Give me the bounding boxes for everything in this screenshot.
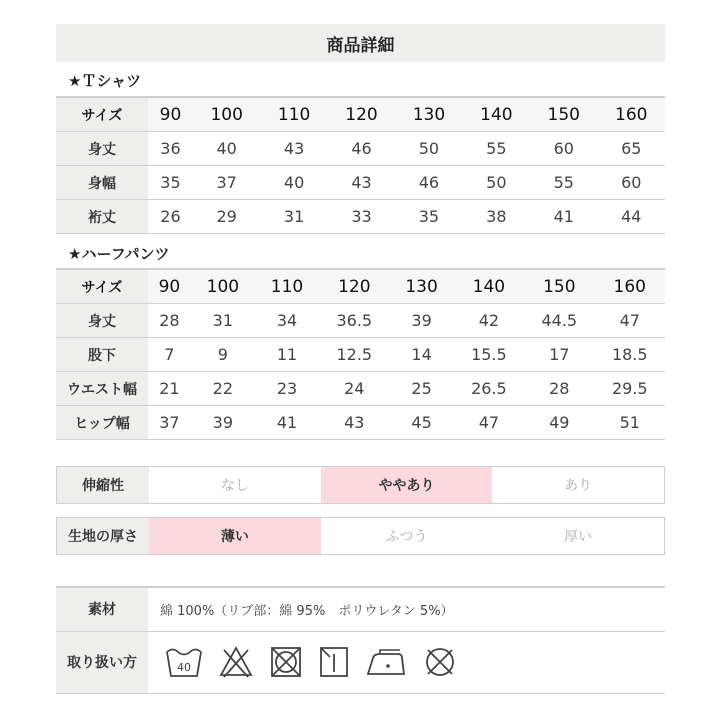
size-header-cell: 140 [463,97,530,132]
size-header-cell: 160 [597,97,665,132]
table-cell: 17 [549,345,570,364]
table-cell: 26.5 [471,379,507,398]
table-cell: 46 [418,173,440,192]
table-cell: 28 [549,379,570,398]
wash-40-icon [164,644,204,680]
low-iron-icon [364,644,408,680]
table-cell: 15.5 [471,345,507,364]
table-cell: 50 [486,173,507,192]
table-cell: 45 [411,413,432,432]
no-bleach-icon [218,644,254,680]
table-cell: 39 [212,413,234,432]
table-cell: 28 [159,311,180,330]
size-header-cell: 90 [148,269,191,304]
table-cell: 21 [159,379,180,398]
thickness-option-normal: ふつう [385,529,428,545]
stretch-scale [56,466,665,504]
table-cell: 55 [553,173,574,192]
table-cell: 40 [283,173,305,192]
care-icons [160,644,665,680]
row-label: サイズ [56,269,148,304]
row-label: 身丈 [56,304,148,338]
table-cell: 14 [411,345,432,364]
row-label: サイズ [56,97,148,132]
table-cell: 22 [212,379,234,398]
table-cell: 34 [276,311,298,330]
thickness-option-thin: 薄い [149,518,321,554]
table-cell: 7 [164,345,175,364]
row-label: 身丈 [56,132,148,166]
table-cell: 51 [619,413,640,432]
page-title: 商品詳細 [56,24,665,62]
stretch-option-yes: あり [564,478,593,494]
stretch-label: 伸縮性 [57,467,149,503]
table-cell: 49 [549,413,570,432]
table-cell: 36.5 [336,311,373,330]
table-row [56,338,665,372]
no-tumble-dry-icon [268,644,304,680]
row-label: 身幅 [56,166,148,200]
row-label: 股下 [56,338,148,372]
table-cell: 39 [411,311,432,330]
table-cell: 31 [283,207,305,226]
size-header-cell: 120 [319,269,389,304]
table-cell: 47 [478,413,500,432]
stretch-option-none: なし [220,478,249,494]
care-label: 取り扱い方 [56,631,148,693]
table-cell: 37 [216,173,237,192]
size-header-cell: 160 [595,269,665,304]
table-cell: 26 [160,207,181,226]
row-label: ヒップ幅 [56,406,148,440]
table-cell: 42 [478,311,500,330]
table-cell: 50 [418,139,440,158]
table-cell: 40 [216,139,237,158]
pants-size-table [56,268,665,440]
size-header-cell: 110 [255,269,319,304]
table-cell: 55 [486,139,507,158]
table-cell: 33 [351,207,372,226]
size-header-cell: 150 [524,269,594,304]
table-cell: 9 [217,345,228,364]
table-cell: 29 [216,207,237,226]
table-cell: 44 [621,207,642,226]
table-row [56,406,665,440]
table-cell: 43 [351,173,372,192]
table-cell: 18.5 [611,345,648,364]
table-cell: 60 [553,139,574,158]
size-header-cell: 90 [148,97,193,132]
thickness-scale [56,517,665,555]
size-header-cell: 120 [328,97,395,132]
table-cell: 35 [160,173,181,192]
table-cell: 47 [619,311,640,330]
table-cell: 43 [344,413,365,432]
table-row [56,304,665,338]
line-dry-shade-icon [318,644,350,680]
row-label: ウエスト幅 [56,372,148,406]
table-cell: 60 [621,173,642,192]
thickness-label: 生地の厚さ [57,518,149,554]
table-cell: 46 [351,139,372,158]
table-cell: 23 [276,379,298,398]
size-header-cell: 130 [395,97,462,132]
table-cell: 65 [621,139,642,158]
pants-section-label: ★ハーフパンツ [68,245,170,263]
row-label: 裄丈 [56,200,148,234]
tshirt-size-table [56,96,665,234]
table-cell: 37 [159,413,180,432]
table-cell: 44.5 [541,311,578,330]
table-row [56,200,665,234]
size-header-row [56,269,665,304]
material-care-table [56,586,665,694]
size-header-row [56,97,665,132]
table-cell: 41 [553,207,574,226]
size-header-cell: 100 [191,269,255,304]
size-header-cell: 100 [193,97,260,132]
table-cell: 38 [486,207,507,226]
table-cell: 11 [276,345,298,364]
table-cell: 43 [283,139,305,158]
table-cell: 41 [276,413,298,432]
table-row [56,166,665,200]
size-header-cell: 130 [390,269,454,304]
stretch-option-some: ややあり [321,467,493,503]
table-cell: 31 [212,311,234,330]
material-value: 綿 100%（リブ部：綿 95% ポリウレタン 5%） [160,603,454,619]
tshirt-section-label: ★Ｔシャツ [68,72,142,90]
table-cell: 35 [418,207,440,226]
table-row [56,372,665,406]
size-header-cell: 110 [260,97,327,132]
size-header-cell: 150 [530,97,597,132]
material-label: 素材 [56,587,148,631]
table-cell: 25 [411,379,432,398]
thickness-option-thick: 厚い [564,529,593,545]
size-header-cell: 140 [454,269,524,304]
table-row [56,132,665,166]
no-dry-clean-icon [422,644,458,680]
wash-temp-text: 40 [177,661,191,674]
table-cell: 36 [160,139,181,158]
table-cell: 24 [344,379,365,398]
table-cell: 29.5 [611,379,648,398]
table-cell: 12.5 [336,345,373,364]
